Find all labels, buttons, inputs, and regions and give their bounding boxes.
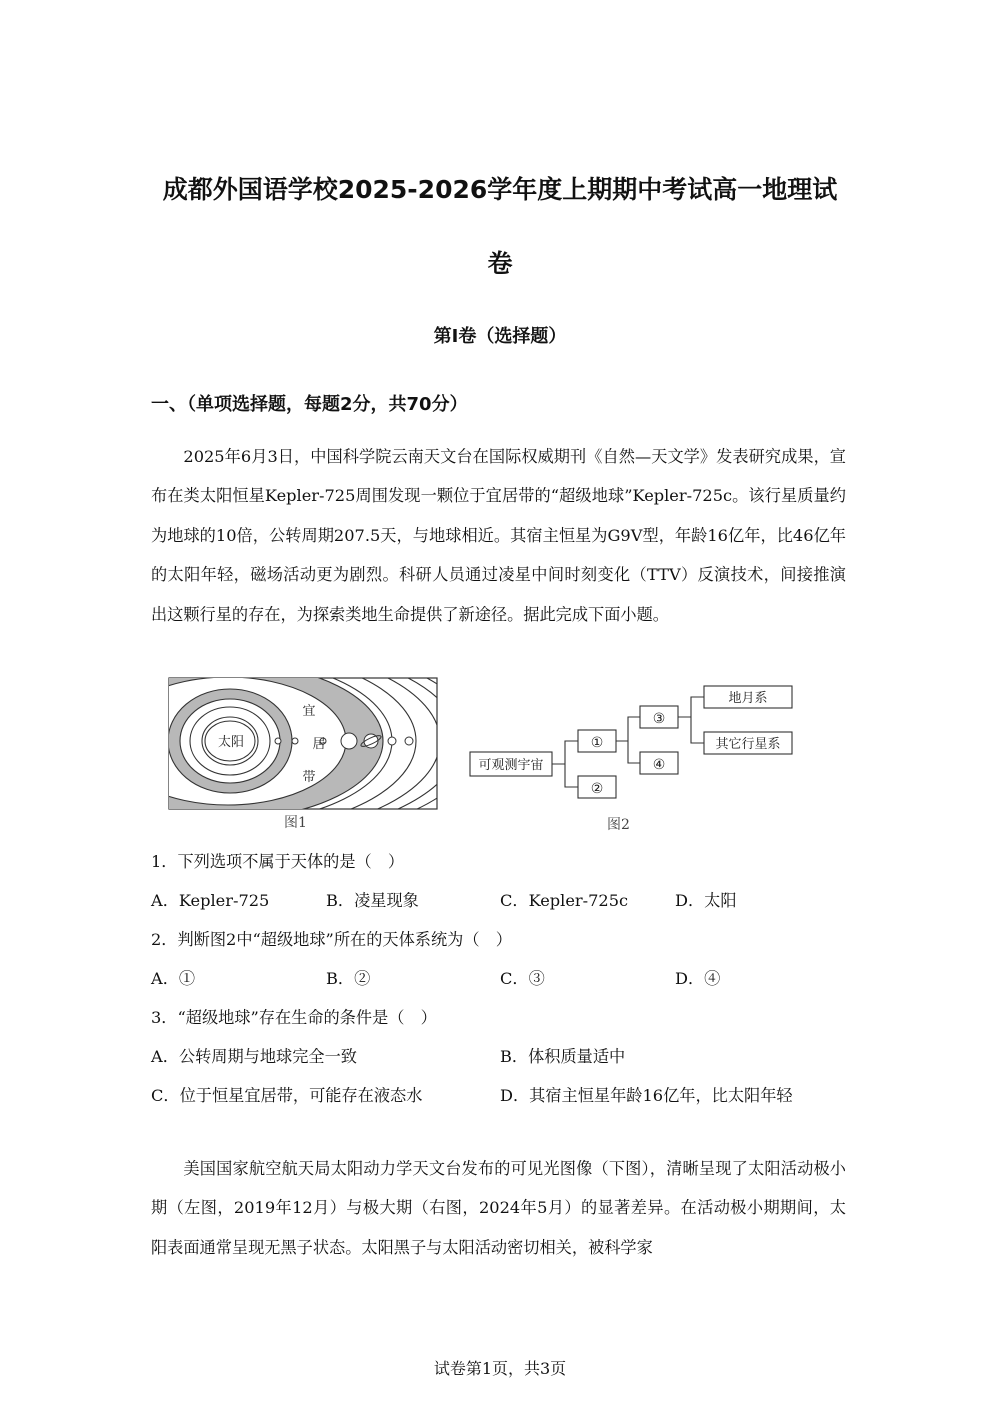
zone-char-2: 居 (312, 737, 326, 752)
node2-label: ② (590, 781, 604, 797)
planet-4 (341, 733, 357, 749)
question-3-option-b[interactable]: B．体积质量适中 (500, 1047, 626, 1066)
node3-label: ③ (652, 711, 666, 727)
question-2-option-b[interactable]: B．② (326, 969, 371, 988)
leaf1-label: 地月系 (728, 691, 768, 706)
root-label: 可观测宇宙 (478, 758, 544, 773)
question-3-stem: 3．“超级地球”存在生命的条件是（ ） (151, 1008, 437, 1027)
question-1-option-c[interactable]: C．Kepler-725c (500, 891, 629, 910)
figure2-caption: 图2 (607, 817, 630, 833)
page-footer: 试卷第1页，共3页 (433, 1359, 567, 1378)
question-3-option-c[interactable]: C．位于恒星宜居带，可能存在液态水 (151, 1086, 423, 1105)
question-2-option-d[interactable]: D．④ (675, 969, 721, 988)
section-heading: 第I卷（选择题） (433, 326, 567, 347)
passage-kepler: 2025年6月3日，中国科学院云南天文台在国际权威期刊《自然—天文学》发表研究成果，宣布在类太阳恒星Kepler-725周围发现一颗位于宜居带的“超级地球”Kepler-725c。该行星质量约为地球的10倍，公转周期207.5天，与地球相近。其宿主恒星为G9V型，年龄16亿年，比46亿年的太阳年轻，磁场活动更为剧烈。科研人员通过凌星中间时刻变化（TTV）反演技术，间接推演出这颗行星的存在，为探索类地生命提供了新途径。据此完成下面小题。 (151, 447, 846, 624)
question-1-option-d[interactable]: D．太阳 (675, 891, 737, 910)
question-1-option-b[interactable]: B．凌星现象 (326, 891, 419, 910)
planet-7 (405, 737, 413, 745)
leaf2-label: 其它行星系 (715, 737, 781, 752)
node1-label: ① (590, 735, 604, 751)
question-1-stem: 1．下列选项不属于天体的是（ ） (151, 852, 405, 871)
part-heading: 一、（单项选择题，每题2分，共70分） (151, 394, 468, 415)
node4-label: ④ (652, 757, 666, 773)
figure1-caption: 图1 (284, 815, 307, 831)
planet-1 (275, 738, 281, 744)
question-2-option-a[interactable]: A．① (151, 969, 196, 988)
zone-char-1: 宜 (302, 704, 316, 719)
planet-6 (388, 737, 396, 745)
question-1-option-a[interactable]: A．Kepler-725 (151, 891, 270, 910)
passage-solar-activity: 美国国家航空航天局太阳动力学天文台发布的可见光图像（下图），清晰呈现了太阳活动极小期（左图，2019年12月）与极大期（右图，2024年5月）的显著差异。在活动极小期期间，太阳表面通常呈现无黑子状态。太阳黑子与太阳活动密切相关，被科学家 (151, 1159, 846, 1257)
planet-2 (292, 738, 298, 744)
exam-title-line1: 成都外国语学校2025-2026学年度上期期中考试高一地理试 (162, 175, 838, 204)
exam-title-line2: 卷 (487, 249, 513, 278)
question-3-option-d[interactable]: D．其宿主恒星年龄16亿年，比太阳年轻 (500, 1086, 793, 1105)
sun-label: 太阳 (217, 735, 245, 750)
question-2-stem: 2．判断图2中“超级地球”所在的天体系统为（ ） (151, 930, 512, 949)
question-2-option-c[interactable]: C．③ (500, 969, 545, 988)
question-3-option-a[interactable]: A．公转周期与地球完全一致 (151, 1047, 357, 1066)
figure1-orbit-diagram (168, 677, 440, 813)
zone-char-3: 带 (302, 770, 316, 785)
figure2-system-tree (468, 682, 798, 802)
